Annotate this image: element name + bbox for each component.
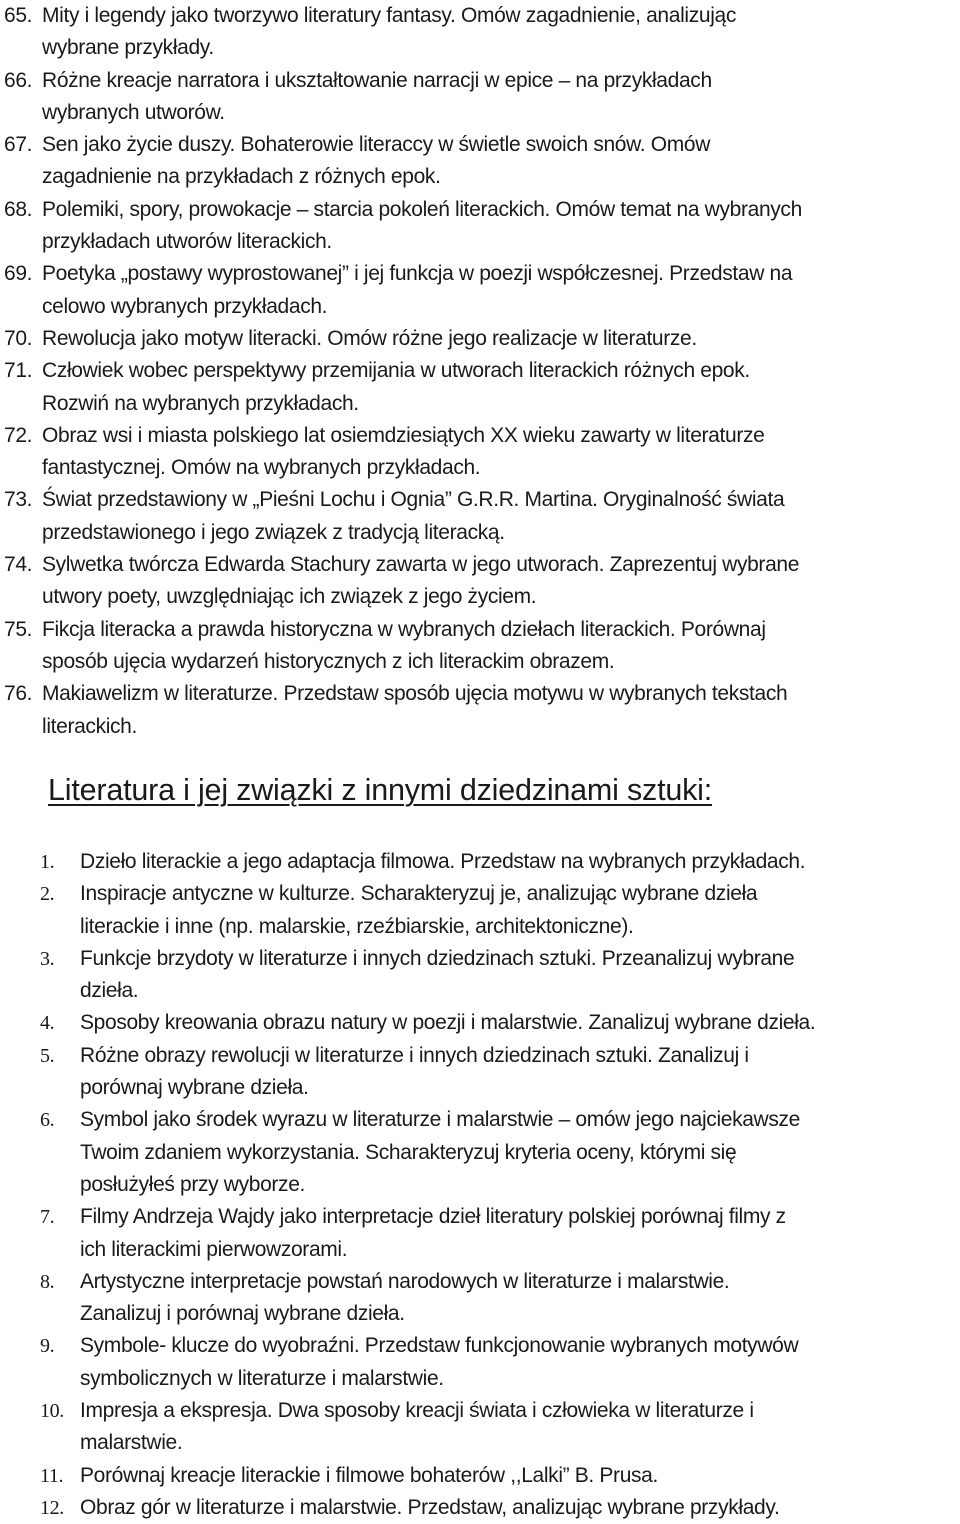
item-number: 75. xyxy=(4,617,33,641)
item-number: 3. xyxy=(40,947,55,970)
item-text-line: Obraz wsi i miasta polskiego lat osiemdziesiątych XX wieku zawarty w literaturze xyxy=(42,423,765,447)
item-text-line: Mity i legendy jako tworzywo literatury fantasy. Omów zagadnienie, analizując xyxy=(42,4,736,27)
item-number: 72. xyxy=(4,423,33,447)
item-text-line: Rewolucja jako motyw literacki. Omów różne jego realizacje w literaturze. xyxy=(42,326,697,350)
item-text-line: Rozwiń na wybranych przykładach. xyxy=(42,391,359,415)
item-text-line: dzieła. xyxy=(80,979,139,1003)
item-text-line: Świat przedstawiony w „Pieśni Lochu i Ognia” G.R.R. Martina. Oryginalność świata xyxy=(42,488,785,512)
item-text-line: Człowiek wobec perspektywy przemijania w utworach literackich różnych epok. xyxy=(42,359,750,383)
item-text-line: Różne obrazy rewolucji w literaturze i innych dziedzinach sztuki. Zanalizuj i xyxy=(80,1043,749,1067)
item-number: 10. xyxy=(40,1400,64,1423)
item-number: 71. xyxy=(4,359,33,383)
item-number: 67. xyxy=(4,133,33,157)
item-text-line: porównaj wybrane dzieła. xyxy=(80,1076,309,1100)
item-text-line: Sen jako życie duszy. Bohaterowie literaccy w świetle swoich snów. Omów xyxy=(42,133,711,157)
item-text-line: Filmy Andrzeja Wajdy jako interpretacje dzieł literatury polskiej porównaj filmy z xyxy=(80,1205,786,1229)
list-item xyxy=(40,1040,960,1105)
item-text-line: wybrane przykłady. xyxy=(42,36,214,60)
list-item xyxy=(40,1007,960,1039)
item-number: 12. xyxy=(40,1496,64,1519)
item-text-line: Sposoby kreowania obrazu natury w poezji i malarstwie. Zanalizuj wybrane dzieła. xyxy=(80,1011,816,1035)
item-text-line: przykładach utworów literackich. xyxy=(42,230,332,254)
item-number: 70. xyxy=(4,326,33,350)
list-item xyxy=(40,943,960,1008)
item-text-line: celowo wybranych przykładach. xyxy=(42,294,328,318)
item-number: 1. xyxy=(40,851,55,873)
list-item xyxy=(40,878,960,943)
item-number: 66. xyxy=(4,68,33,92)
list-item xyxy=(4,484,960,549)
section-heading: Literatura i jej związki z innymi dziedzinami sztuki: xyxy=(48,773,713,807)
topic-list-literature xyxy=(4,0,960,743)
list-item xyxy=(4,323,960,355)
item-number: 65. xyxy=(4,4,33,27)
item-text-line: Polemiki, spory, prowokacje – starcia pokoleń literackich. Omów temat na wybranych xyxy=(42,197,802,221)
list-item xyxy=(4,65,960,130)
item-text-line: Funkcje brzydoty w literaturze i innych dziedzinach sztuki. Przeanalizuj wybrane xyxy=(80,946,795,970)
item-text-line: malarstwie. xyxy=(80,1431,183,1455)
item-text-line: zagadnienie na przykładach z różnych epok. xyxy=(42,165,441,189)
item-text-line: Porównaj kreacje literackie i filmowe bohaterów ,,Lalki” B. Prusa. xyxy=(80,1463,658,1487)
item-number: 2. xyxy=(40,883,55,906)
item-number: 68. xyxy=(4,197,33,221)
list-item xyxy=(4,0,960,65)
item-text-line: Impresja a ekspresja. Dwa sposoby kreacji świata i człowieka w literaturze i xyxy=(80,1399,754,1423)
list-item xyxy=(40,1104,960,1201)
list-item xyxy=(4,678,960,743)
item-text-line: literackich. xyxy=(42,714,137,738)
item-text-line: Inspiracje antyczne w kulturze. Scharakteryzuj je, analizując wybrane dzieła xyxy=(80,882,758,906)
item-text-line: Fikcja literacka a prawda historyczna w wybranych dziełach literackich. Porównaj xyxy=(42,617,766,641)
item-text-line: ich literackimi pierwowzorami. xyxy=(80,1237,348,1261)
list-item xyxy=(40,846,960,878)
item-text-line: Twoim zdaniem wykorzystania. Scharakteryzuj kryteria oceny, którymi się xyxy=(80,1140,737,1164)
item-text-line: Różne kreacje narratora i ukształtowanie narracji w epice – na przykładach xyxy=(42,68,712,92)
item-text-line: Zanalizuj i porównaj wybrane dzieła. xyxy=(80,1302,405,1326)
list-item xyxy=(40,1492,960,1524)
item-text-line: wybranych utworów. xyxy=(42,100,225,124)
item-text-line: Artystyczne interpretacje powstań narodowych w literaturze i malarstwie. xyxy=(80,1269,730,1293)
item-text-line: Obraz gór w literaturze i malarstwie. Przedstaw, analizując wybrane przykłady. xyxy=(80,1495,780,1519)
item-text-line: sposób ujęcia wydarzeń historycznych z ich literackim obrazem. xyxy=(42,649,615,673)
item-text-line: Makiawelizm w literaturze. Przedstaw sposób ujęcia motywu w wybranych tekstach xyxy=(42,682,788,706)
item-number: 7. xyxy=(40,1206,55,1229)
list-item xyxy=(40,1266,960,1331)
list-item xyxy=(4,420,960,485)
item-number: 74. xyxy=(4,553,33,577)
item-text-line: Dzieło literackie a jego adaptacja filmowa. Przedstaw na wybranych przykładach. xyxy=(80,850,806,873)
item-text-line: Symbole- klucze do wyobraźni. Przedstaw funkcjonowanie wybranych motywów xyxy=(80,1334,799,1358)
item-number: 73. xyxy=(4,488,33,512)
list-item xyxy=(4,129,960,194)
item-text-line: literackie i inne (np. malarskie, rzeźbiarskie, architektoniczne). xyxy=(80,914,634,938)
list-item xyxy=(40,1330,960,1395)
item-number: 76. xyxy=(4,682,33,706)
list-item xyxy=(4,258,960,323)
item-number: 5. xyxy=(40,1044,55,1067)
item-number: 6. xyxy=(40,1109,55,1132)
item-number: 9. xyxy=(40,1335,55,1358)
item-text-line: symbolicznych w literaturze i malarstwie. xyxy=(80,1366,444,1390)
list-item xyxy=(4,355,960,420)
item-text-line: posłużyłeś przy wyborze. xyxy=(80,1172,306,1196)
list-item xyxy=(4,614,960,679)
item-number: 69. xyxy=(4,262,33,286)
item-text-line: utwory poety, uwzględniając ich związek z jego życiem. xyxy=(42,585,537,609)
list-item xyxy=(40,1395,960,1460)
item-number: 8. xyxy=(40,1270,55,1293)
list-item xyxy=(40,1460,960,1492)
item-text-line: Sylwetka twórcza Edwarda Stachury zawarta w jego utworach. Zaprezentuj wybrane xyxy=(42,553,800,577)
item-text-line: przedstawionego i jego związek z tradycją literacką. xyxy=(42,520,505,544)
list-item xyxy=(4,549,960,614)
item-number: 11. xyxy=(40,1464,64,1487)
item-text-line: fantastycznej. Omów na wybranych przykładach. xyxy=(42,456,481,480)
item-number: 4. xyxy=(40,1012,55,1035)
topic-list-arts xyxy=(40,846,960,1524)
item-text-line: Symbol jako środek wyrazu w literaturze i malarstwie – omów jego najciekawsze xyxy=(80,1108,801,1132)
list-item xyxy=(4,194,960,259)
item-text-line: Poetyka „postawy wyprostowanej” i jej funkcja w poezji współczesnej. Przedstaw na xyxy=(42,262,793,286)
list-item xyxy=(40,1201,960,1266)
